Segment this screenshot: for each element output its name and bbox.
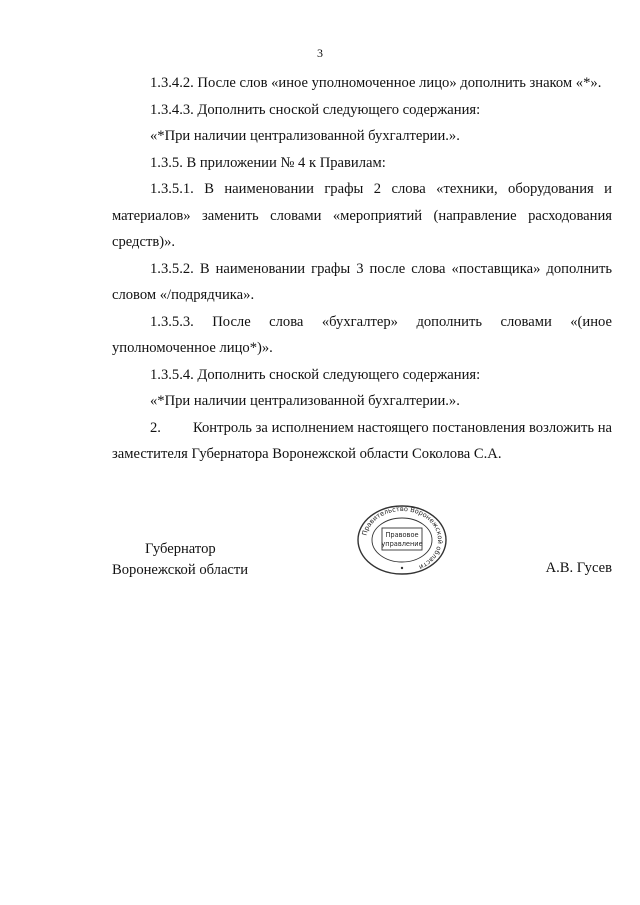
paragraph-1-3-5-2: 1.3.5.2. В наименовании графы 3 после слова «поставщика» дополнить словом «/подрядчика».	[112, 260, 612, 303]
paragraph-1-3-4-3: 1.3.4.3. Дополнить сноской следующего содержания:	[150, 101, 481, 118]
footnote-text-1: «*При наличии централизованной бухгалтерии.».	[150, 128, 460, 144]
signature-position-line1: Губернатор	[145, 541, 216, 557]
footnote-text-2: «*При наличии централизованной бухгалтерии.».	[150, 393, 460, 409]
control-item-number: 2.	[150, 419, 161, 436]
paragraph-1-3-5-1: 1.3.5.1. В наименовании графы 2 слова «техники, оборудования и материалов» заменить словами «мероприятий (направление расходования средств)».	[112, 181, 612, 250]
stamp-inner-line2: управление	[381, 540, 423, 548]
page-number: 3	[317, 46, 323, 60]
paragraph-1-3-5-4: 1.3.5.4. Дополнить сноской следующего содержания:	[150, 366, 481, 383]
paragraph-control	[112, 415, 612, 468]
document-body	[112, 70, 612, 468]
control-item-text: Контроль за исполнением настоящего постановления возложить на заместителя Губернатора Воронежской области Соколова С.А.	[112, 419, 612, 462]
signature-position	[112, 539, 248, 581]
stamp-inner-line1: Правовое	[385, 531, 419, 539]
stamp-outer-text: Правительство Воронежской области	[360, 504, 445, 572]
signature-position-line2: Воронежской области	[112, 562, 249, 578]
paragraph-1-3-5-3: 1.3.5.3. После слова «бухгалтер» дополнить словами «(иное уполномоченное лицо*)».	[112, 313, 612, 356]
signatory-name: А.В. Гусев	[545, 560, 612, 576]
paragraph-1-3-4-2: 1.3.4.2. После слов «иное уполномоченное лицо» дополнить знаком «*».	[150, 75, 602, 91]
official-stamp	[356, 504, 448, 576]
stamp-star-icon	[401, 567, 403, 569]
paragraph-1-3-5: 1.3.5. В приложении № 4 к Правилам:	[150, 154, 386, 171]
